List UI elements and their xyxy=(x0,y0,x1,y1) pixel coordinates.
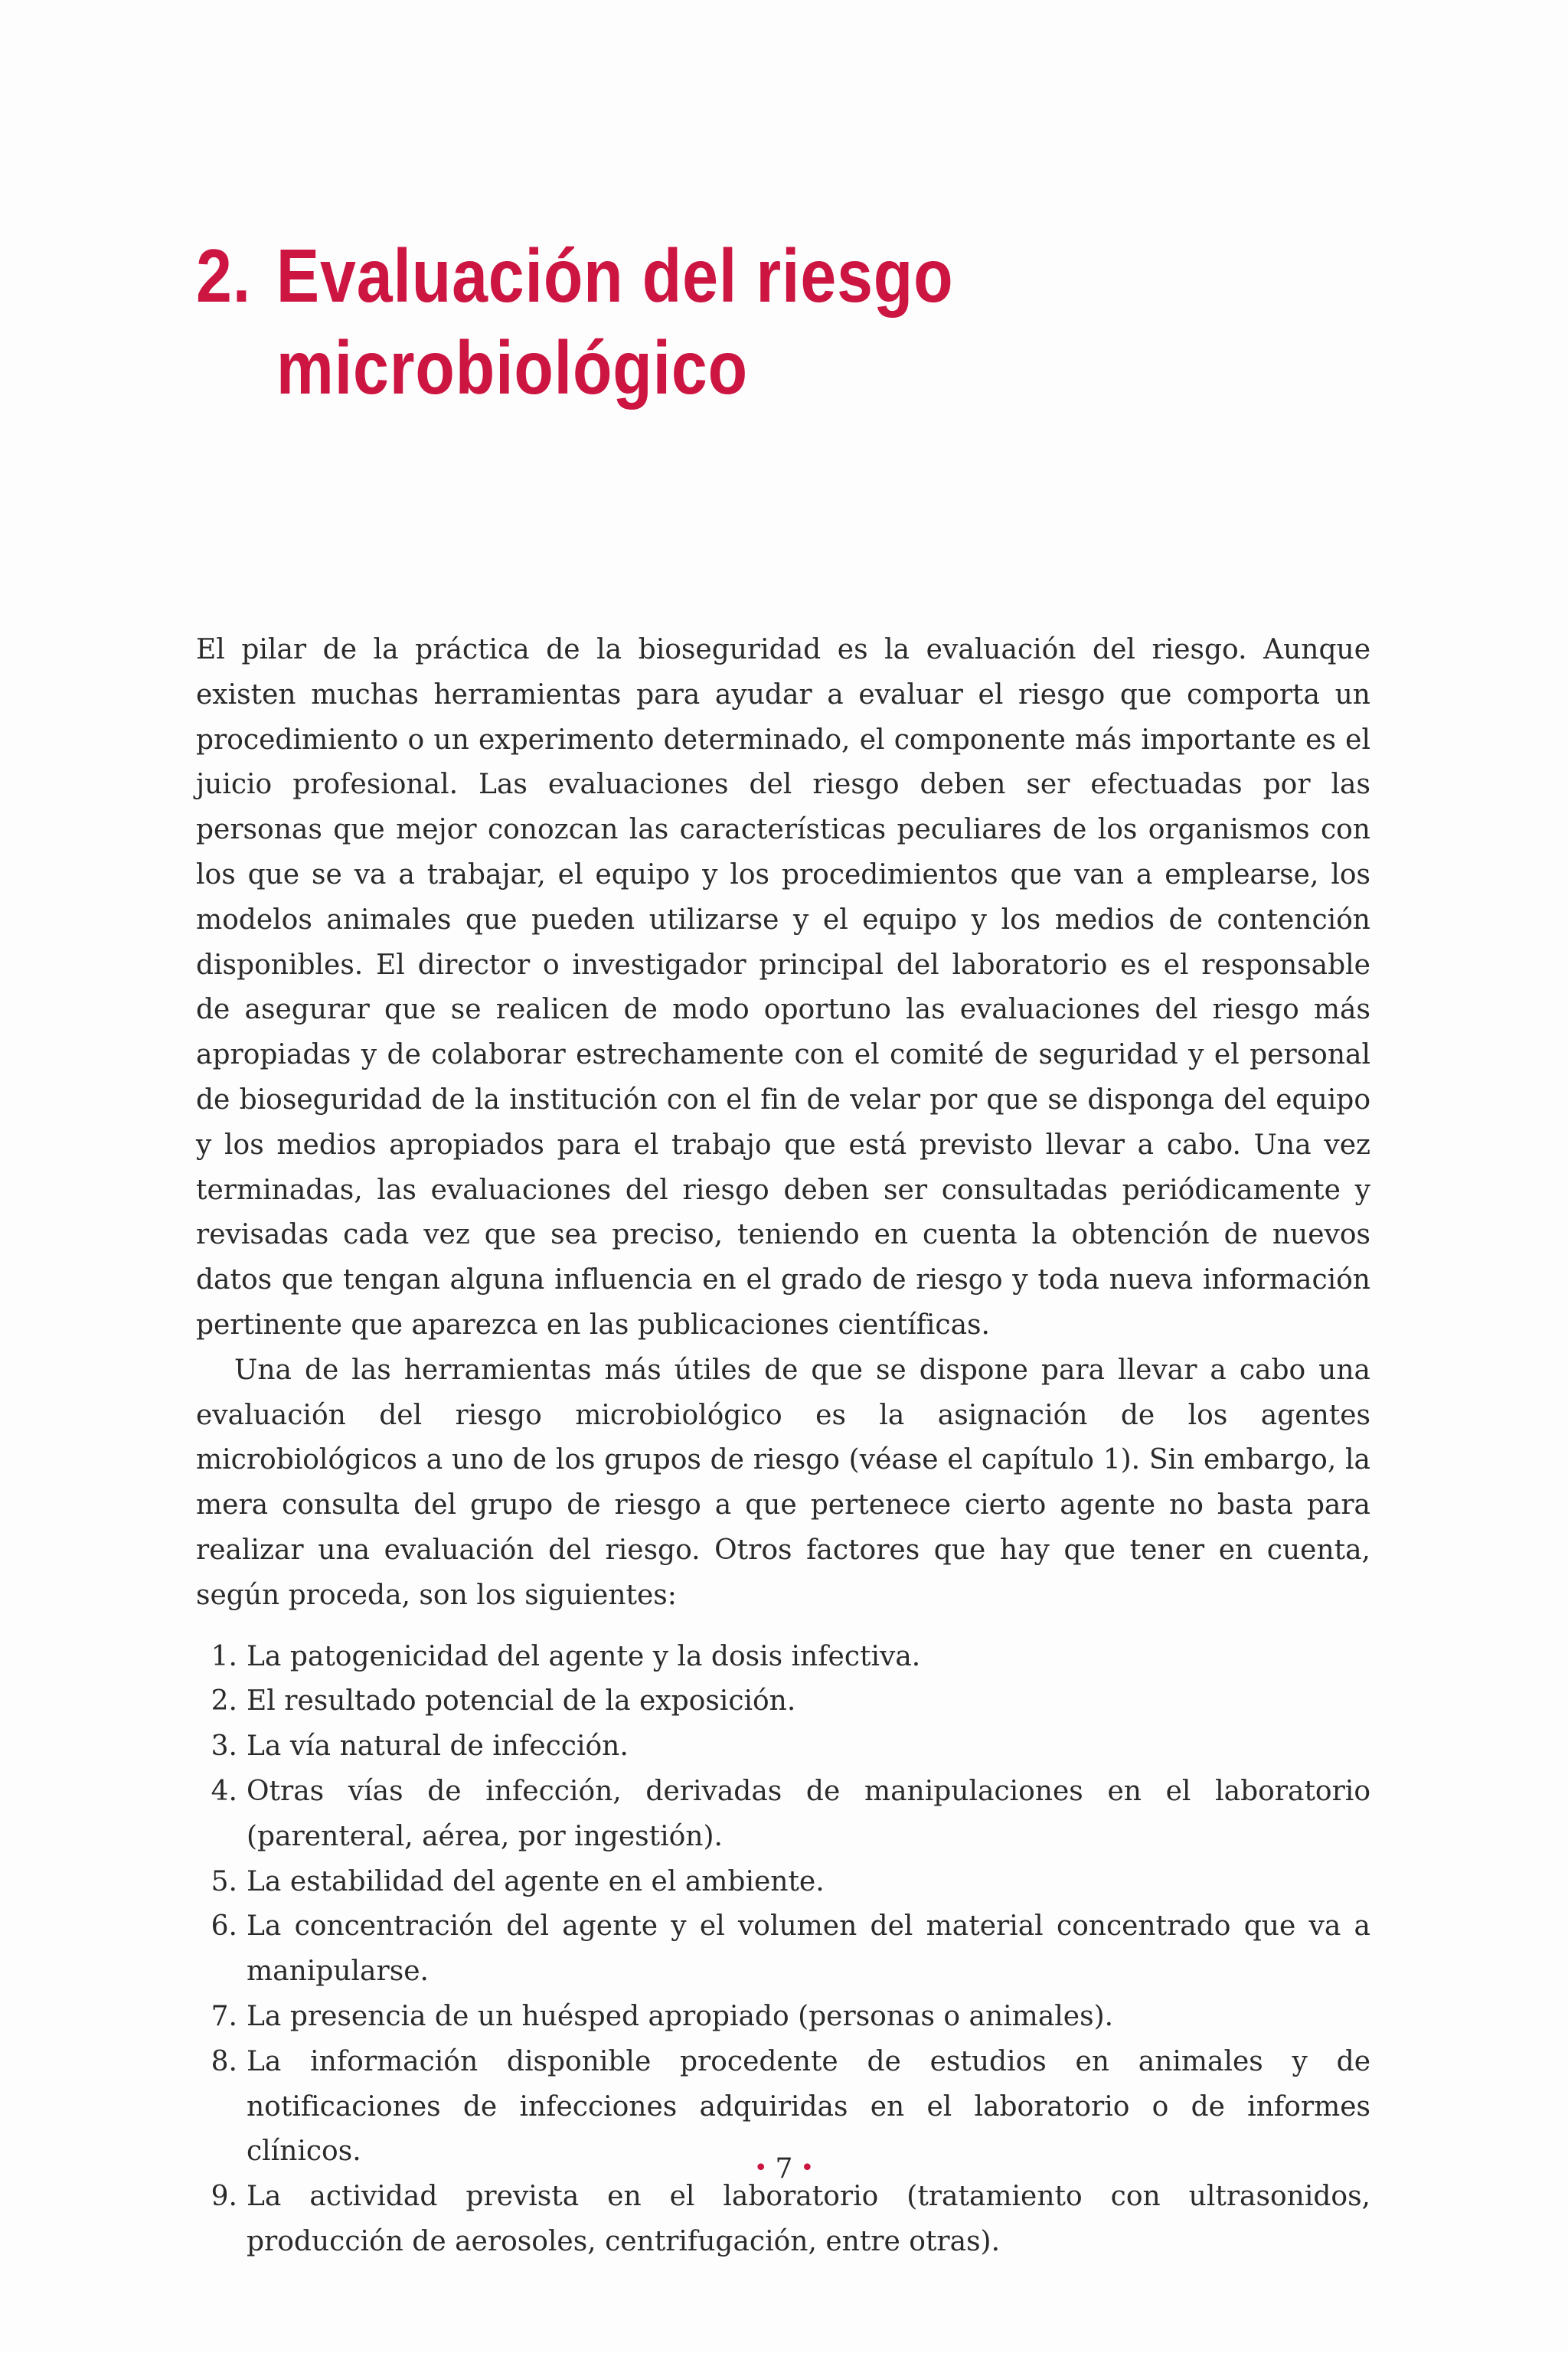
list-item xyxy=(196,1904,1370,1995)
page-number-value: 7 xyxy=(775,2153,793,2185)
list-item xyxy=(196,1635,1370,1680)
list-item-text: La información disponible procedente de estudios en animales y de notificaciones de infecciones adquiridas en el laboratorio o de informes clínicos. xyxy=(247,2045,1370,2168)
list-item-number: 7. xyxy=(211,2000,237,2032)
list-item-text: La patogenicidad del agente y la dosis infectiva. xyxy=(247,1640,921,1672)
list-item-number: 1. xyxy=(211,1640,237,1672)
list-item xyxy=(196,1724,1370,1770)
list-item xyxy=(196,1860,1370,1905)
list-item-number: 9. xyxy=(211,2181,237,2213)
list-item-text: La concentración del agente y el volumen del material concentrado que va a manipularse. xyxy=(247,1910,1370,1988)
list-item-text: La presencia de un huésped apropiado (personas o animales). xyxy=(247,2000,1114,2032)
paragraph-intro: El pilar de la práctica de la bioseguridad es la evaluación del riesgo. Aunque existen muchas herramientas para ayudar a evaluar el riesgo que comporta un procedimiento o un experimento determinado, el componente más importante es el juicio profesional. Las evaluaciones del riesgo deben ser efectuadas por las personas que mejor conozcan las características peculiares de los organismos con los que se va a trabajar, el equipo y los procedimientos que van a emplearse, los modelos animales que pueden utilizarse y el equipo y los medios de contención disponibles. El director o investigador principal del laboratorio es el responsable de asegurar que se realicen de modo oportuno las evaluaciones del riesgo más apropiadas y de colaborar estrechamente con el comité de seguridad y el personal de bioseguridad de la institución con el fin de velar por que se disponga del equipo y los medios apropiados para el trabajo que está previsto llevar a cabo. Una vez terminadas, las evaluaciones del riesgo deben ser consultadas periódicamente y revisadas cada vez que sea preciso, teniendo en cuenta la obtención de nuevos datos que tengan alguna influencia en el grado de riesgo y toda nueva información pertinente que aparezca en las publicaciones científicas. xyxy=(196,634,1370,1341)
list-item-number: 6. xyxy=(211,1910,237,1943)
paragraph-risk-groups: Una de las herramientas más útiles de que se dispone para llevar a cabo una evaluación del riesgo microbiológico es la asignación de los agentes microbiológicos a uno de los grupos de riesgo (véase el capítulo 1). Sin embargo, la mera consulta del grupo de riesgo a que pertenece cierto agente no basta para realizar una evaluación del riesgo. Otros factores que hay que tener en cuenta, según proceda, son los siguientes: xyxy=(196,1354,1370,1611)
list-item-number: 2. xyxy=(211,1685,237,1717)
list-item xyxy=(196,1770,1370,1860)
list-item-text: La estabilidad del agente en el ambiente. xyxy=(247,1865,825,1897)
chapter-title-line1 xyxy=(196,234,953,318)
list-item-text: Otras vías de infección, derivadas de manipulaciones en el laboratorio (parenteral, aérea, por ingestión). xyxy=(247,1775,1370,1852)
chapter-title-line2: microbiológico xyxy=(276,325,749,410)
page-number-dot-left: • xyxy=(753,2155,768,2181)
chapter-title-text-1: Evaluación del riesgo xyxy=(276,234,954,318)
list-item xyxy=(196,1995,1370,2040)
chapter-number: 2. xyxy=(196,234,252,318)
list-item-number: 5. xyxy=(211,1865,237,1897)
list-item-number: 8. xyxy=(211,2045,237,2077)
list-item xyxy=(196,1679,1370,1724)
list-item-text: El resultado potencial de la exposición. xyxy=(247,1685,796,1717)
list-item-text: La actividad prevista en el laboratorio (tratamiento con ultrasonidos, producción de aerosoles, centrifugación, entre otras). xyxy=(247,2181,1370,2257)
body-text xyxy=(196,628,1370,2265)
list-item-number: 3. xyxy=(211,1730,237,1763)
chapter-title xyxy=(196,230,1250,413)
list-item-text: La vía natural de infección. xyxy=(247,1730,629,1763)
list-item xyxy=(196,2175,1370,2265)
page-number xyxy=(0,2153,1568,2185)
list-item-number: 4. xyxy=(211,1775,237,1807)
page-number-dot-right: • xyxy=(800,2155,815,2181)
